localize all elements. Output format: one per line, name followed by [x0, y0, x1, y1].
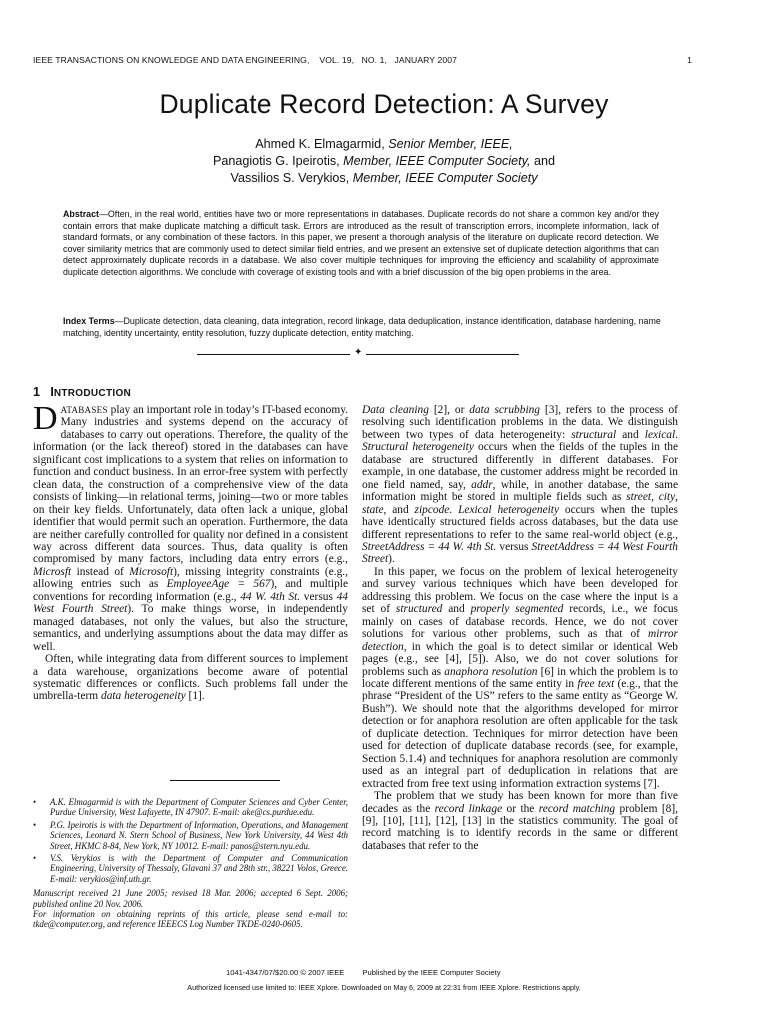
italic-run: record matching — [538, 802, 616, 815]
bullet-icon: • — [33, 797, 37, 807]
text-run: versus — [300, 590, 337, 603]
text-run: (e.g., that the phrase “President of the US” refers to the same entity as “George W. Bush”). We should note that the algorithms developed for mirror detection or for anaphora resolution are often applicable for the task of duplicate detection. Techniques for mirror detection have been used for detection of duplicate database records (see, for example, Section 5.1.4) and techniques for anaphora resolution are commonly used as an integral part of deduplication in relations that are extracted from free text using information extraction systems [7]. — [362, 677, 678, 790]
author-line — [0, 136, 768, 153]
paragraph — [362, 566, 678, 790]
paragraph — [362, 790, 678, 852]
text-run: versus — [496, 540, 532, 553]
copyright-line — [226, 968, 501, 977]
text-run: , and — [383, 503, 415, 516]
text-run: Often, while integrating data from different sources to implement a data warehouse, organizations become aware of potential systematic differences or conflicts. Such problems fall under the umbrella-term — [33, 653, 348, 703]
text-run: and — [442, 603, 471, 616]
smallcaps-word: ATABASES — [60, 405, 108, 415]
text-run: ). To make things worse, in independently managed databases, not only the values, but also the structure, semantics, and underlying assumptions about the data may differ as well. — [33, 603, 348, 653]
license-notice: Authorized licensed use limited to: IEEE Xplore. Downloaded on May 6, 2009 at 22:31 from IEEE Xplore. Restrictions apply. — [187, 983, 581, 992]
paragraph — [362, 404, 678, 566]
text-run: ), missing integrity constraints (e.g., allowing entries such as — [33, 565, 349, 591]
italic-run: 44 West Fourth Street — [33, 590, 348, 616]
copyright-text: 1041-4347/07/$20.00 © 2007 IEEE — [226, 968, 345, 977]
text-run: In this paper, we focus on the problem of lexical heterogeneity and survey various techniques which have been developed for addressing this problem. We focus on the case where the input is a set of — [362, 565, 678, 616]
text-run: records, i.e., we focus mainly on cases of database records. Hence, we do not cover solutions for various other problems, such as that of — [362, 603, 678, 641]
text-run: occurs when the tuples have identically structured fields across databases, but the data use different representations to refer to the same real-world object (e.g., — [362, 503, 678, 541]
author-list — [0, 136, 768, 187]
author-name: Panagiotis G. Ipeirotis, — [212, 154, 340, 168]
italic-run: city — [658, 491, 676, 504]
italic-run: structural — [571, 428, 617, 441]
section-heading — [33, 385, 131, 399]
footnote-text: A.K. Elmagarmid is with the Department of Computer Sciences and Cyber Center, Purdue University, West Lafayette, IN 47907. E-mail: ake@cs.purdue.edu. — [50, 797, 348, 818]
text-run: instead of — [71, 565, 130, 578]
italic-run: 44 W. 4th St. — [240, 590, 301, 603]
index-terms — [63, 316, 663, 339]
italic-run: street — [626, 491, 652, 504]
paragraph — [33, 653, 348, 703]
section-title-initial: I — [50, 385, 54, 399]
author-role: Member, IEEE Computer Society, — [343, 154, 531, 168]
author-affiliation-note — [33, 820, 348, 851]
abstract-text: —Often, in the real world, entities have two or more representations in databases. Duplicate records do not share a common key and/or they contain errors that make duplicate matching a difficult task. Errors are introduced as the result of transcription errors, incomplete information, lack of standard formats, or any combination of these factors. In this paper, we present a thorough analysis of the literature on duplicate record detection. We cover similarity metrics that are commonly used to detect similar field entries, and we present an extensive set of duplicate detection algorithms that can detect approximately duplicate records in a database. We also cover multiple techniques for improving the efficiency and scalability of approximate duplicate detection algorithms. We conclude with coverage of existing tools and with a brief discussion of the big open problems in the area. — [63, 209, 659, 277]
italic-run: lexical — [644, 428, 676, 441]
abstract — [63, 209, 659, 279]
text-run: ), and multiple conventions for recording information (e.g., — [33, 578, 349, 603]
left-column — [33, 400, 349, 703]
page-number: 1 — [687, 55, 692, 65]
right-column — [362, 404, 678, 852]
footnote-rule — [170, 780, 280, 781]
text-run: , while, in another database, the same information might be stored in multiple fields such as — [362, 478, 678, 504]
text-run: , — [651, 491, 659, 504]
journal-number: NO. 1, — [361, 55, 388, 65]
italic-run: Data cleaning — [362, 404, 429, 416]
reprint-info: For information on obtaining reprints of this article, please send e-mail to: tkde@computer.org, and reference IEEECS Log Number TKDE-0240-0605. — [33, 909, 348, 930]
author-affiliation-note — [33, 853, 348, 884]
text-run: [3], refers to the process of resolving such identification problems in the data. We distinguish between two types of data heterogeneity: — [362, 404, 678, 441]
text-run: occurs when the fields of the tuples in the database are structured differently in different databases. For example, in one database, the customer address might be recorded in one field named, say, — [362, 441, 679, 491]
running-header — [33, 55, 692, 65]
italic-run: mirror detection — [362, 628, 678, 653]
text-run: , — [675, 491, 678, 504]
text-run: [6] in which the problem is to locate different mentions of the same entity in — [362, 665, 678, 690]
paragraph — [33, 400, 349, 653]
italic-run: Microsoft — [129, 565, 174, 578]
bullet-icon: • — [33, 819, 37, 830]
drop-cap: D — [33, 400, 58, 437]
text-run: The problem that we study has been known for more than five decades as the — [362, 790, 678, 815]
bullet-icon: • — [33, 853, 37, 864]
publisher-text: Published by the IEEE Computer Society — [362, 968, 501, 977]
divider-ornament-icon: ✦ — [350, 347, 366, 358]
italic-run: record linkage — [434, 802, 503, 815]
italic-run: StreetAddress = 44 West Fourth Street — [362, 540, 678, 566]
italic-run: data heterogeneity — [101, 690, 186, 703]
italic-run: structured — [395, 603, 443, 616]
author-name: Vassilios S. Verykios, — [230, 171, 350, 185]
author-line — [0, 170, 768, 187]
italic-run: anaphora resolution — [444, 665, 538, 678]
index-terms-label: Index Terms — [63, 316, 115, 326]
italic-run: properly segmented — [470, 603, 564, 616]
italic-run: free text — [577, 677, 615, 690]
journal-date: JANUARY 2007 — [394, 55, 457, 65]
text-run: . — [449, 503, 459, 516]
text-run: problem [8], [9], [10], [11], [12], [13] in the statistics community. The goal of record matching is to identify records in the same or different databases that refer to the — [362, 802, 678, 852]
section-number: 1 — [33, 385, 40, 399]
italic-run: Structural heterogeneity — [362, 441, 474, 454]
author-line — [0, 153, 768, 170]
italic-run: Lexical heterogeneity — [458, 503, 560, 516]
text-run: . — [675, 428, 678, 441]
author-conjunction: and — [534, 154, 556, 168]
section-title-rest: NTRODUCTION — [53, 388, 132, 399]
italic-run: state — [362, 503, 384, 516]
footnotes — [33, 797, 348, 930]
text-run: ). — [388, 553, 395, 566]
author-affiliation-note — [33, 797, 348, 818]
footnote-text: P.G. Ipeirotis is with the Department of Information, Operations, and Management Sciences, Leonard N. Stern School of Business, New York University, 44 West 4th Street, HKMC 8-84, New York, NY 10012. E-mail: panos@stern.nyu.edu. — [50, 819, 348, 851]
italic-run: zipcode — [414, 503, 450, 516]
author-role: Member, IEEE Computer Society — [352, 171, 538, 185]
text-run: and — [616, 428, 645, 441]
italic-run: StreetAddress = 44 W. 4th St. — [362, 540, 497, 553]
author-name: Ahmed K. Elmagarmid, — [255, 137, 385, 151]
text-run: play an important role in today’s IT-based economy. Many industries and systems depend on the accuracy of databases to carry out operations. Therefore, the quality of the information (or the lack thereof) stored in the databases can have significant cost implications to a system that relies on information to function and conduct business. In an error-free system with perfectly clean data, the construction of a comprehensive view of the data consists of linking—in relational terms, joining—two or more tables on their key fields. Unfortunately, data often lack a unique, global identifier that would permit such an operation. Furthermore, the data are neither carefully controlled for quality nor defined in a consistent way across different data sources. Thus, data quality is often compromised by many factors, including data entry errors (e.g., — [33, 404, 348, 566]
text-run: [2], or — [428, 404, 470, 416]
text-run: , in which the goal is to detect similar or identical Web pages (e.g., see [4], [5]). Also, we do not cover solutions for problems such as — [362, 640, 678, 678]
italic-run: addr — [471, 478, 493, 491]
math-run: EmployeeAge = 567 — [166, 578, 271, 591]
author-role: Senior Member, IEEE, — [388, 137, 513, 151]
journal-name: IEEE TRANSACTIONS ON KNOWLEDGE AND DATA ENGINEERING, — [33, 55, 310, 65]
journal-volume: VOL. 19, — [319, 55, 355, 65]
abstract-label: Abstract — [63, 209, 100, 219]
text-run: [1]. — [185, 690, 205, 703]
text-run: or the — [502, 802, 539, 815]
index-terms-text: —Duplicate detection, data cleaning, data integration, record linkage, data deduplication, instance identification, database hardening, name matching, identity uncertainty, entity resolution, fuzzy duplicate detection, entity matching. — [63, 316, 661, 338]
italic-run: Microsft — [33, 565, 72, 578]
footnote-text: V.S. Verykios is with the Department of Computer and Communication Engineering, University of Thessaly, Glavani 37 and 28th str., 38221 Volos, Greece. E-mail: verykios@inf.uth.gr. — [50, 853, 348, 884]
paper-title: Duplicate Record Detection: A Survey — [159, 89, 609, 119]
italic-run: data scrubbing — [469, 404, 541, 416]
manuscript-history: Manuscript received 21 June 2005; revised 18 Mar. 2006; accepted 6 Sept. 2006; published online 20 Nov. 2006. — [33, 888, 348, 909]
